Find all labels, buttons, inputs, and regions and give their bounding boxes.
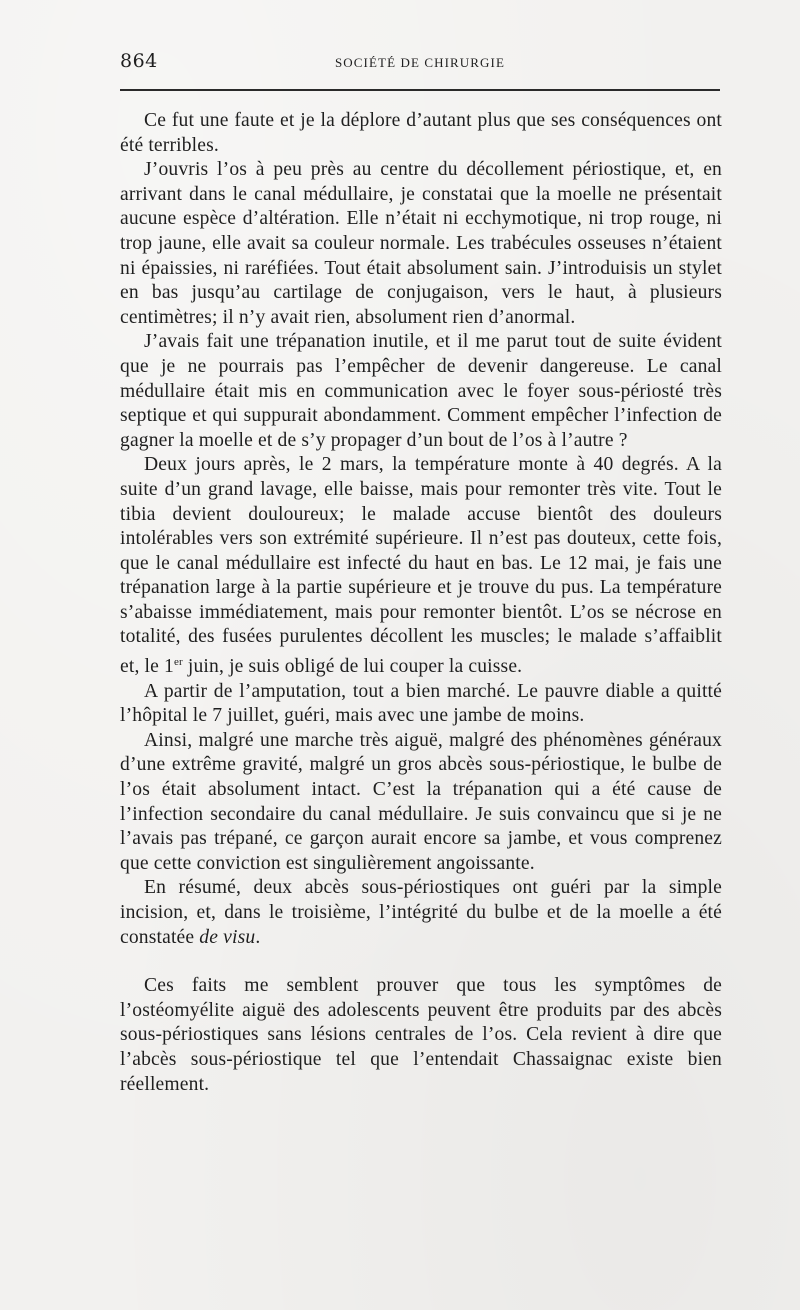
paragraph: J’ouvris l’os à peu près au centre du décollement périostique, et, en arrivant dans le canal médullaire, je constatai que la moelle ne présentait aucune espèce d’altération. Elle n’était ni ecchymotique, ni trop rouge, ni trop jaune, elle avait sa couleur normale. Les trabécules osseuses n’étaient ni épaissies, ni raréfiées. Tout était absolument sain. J’introduisis un stylet en bas jusqu’au cartilage de conjugaison, vers le haut, à plusieurs centimètres; il n’y avait rien, absolument rien d’anormal. [120, 159, 722, 328]
running-title: SOCIÉTÉ DE CHIRURGIE [334, 55, 506, 70]
paragraph: J’avais fait une trépanation inutile, et il me parut tout de suite évident que je ne pourrais pas l’empêcher de devenir dangereuse. Le canal médullaire était mis en communication avec le foyer sous-périosté très septique et qui suppurait abondamment. Comment empêcher l’infection de gagner la moelle et de s’y propager d’un bout de l’os à l’autre ? [120, 331, 722, 451]
paragraph-text: Deux jours après, le 2 mars, la température monte à 40 degrés. A la suite d’un grand lavage, elle baisse, mais pour remonter très vite. Tout le tibia devient douloureux; le malade accuse bientôt des douleurs intolérables vers son extrémité supérieure. Il n’est pas douteux, cette fois, que le canal médullaire est infecté du haut en bas. Le 12 mai, je fais une trépanation large à la partie supérieure et je trouve du pus. La température s’abaisse immédiatement, mais pour remonter bientôt. L’os se nécrose en totalité, des fusées purulentes décollent les muscles; le malade s’affaiblit et, le 1 [120, 454, 722, 678]
paragraph: Ainsi, malgré une marche très aiguë, malgré des phénomènes généraux d’une extrême gravité, malgré un gros abcès sous-périostique, le bulbe de l’os était absolument intact. C’est la trépanation qui a été cause de l’infection secondaire du canal médullaire. Je suis convaincu que si je ne l’avais pas trépané, ce garçon aurait encore sa jambe, et vous comprenez que cette conviction est singulièrement angoissante. [120, 729, 722, 874]
italic-phrase: de visu [199, 926, 256, 948]
paragraph: Ce fut une faute et je la déplore d’autant plus que ses conséquences ont été terribles. [120, 110, 722, 156]
paragraph [120, 453, 722, 679]
paragraph-text: juin, je suis obligé de lui couper la cuisse. [182, 656, 523, 678]
paragraph: A partir de l’amputation, tout a bien marché. Le pauvre diable a quitté l’hôpital le 7 juillet, guéri, mais avec une jambe de moins. [120, 680, 722, 727]
superscript: er [173, 656, 183, 669]
paragraph [120, 876, 722, 950]
page-header [120, 50, 720, 74]
paragraph-text: . [255, 926, 261, 948]
body-text [120, 109, 722, 1097]
paragraph: Ces faits me semblent prouver que tous les symptômes de l’ostéomyélite aiguë des adolescents peuvent être produits par des abcès sous-périostiques sans lésions centrales de l’os. Cela revient à dire que l’abcès sous-périostique tel que l’entendait Chassaignac existe bien réellement. [120, 975, 722, 1095]
paragraph-text: En résumé, deux abcès sous-périostiques ont guéri par la simple incision, et, dans le troisième, l’intégrité du bulbe et de la moelle a été constatée [120, 877, 722, 948]
page-number: 864 [120, 50, 158, 72]
header-rule [120, 89, 720, 91]
